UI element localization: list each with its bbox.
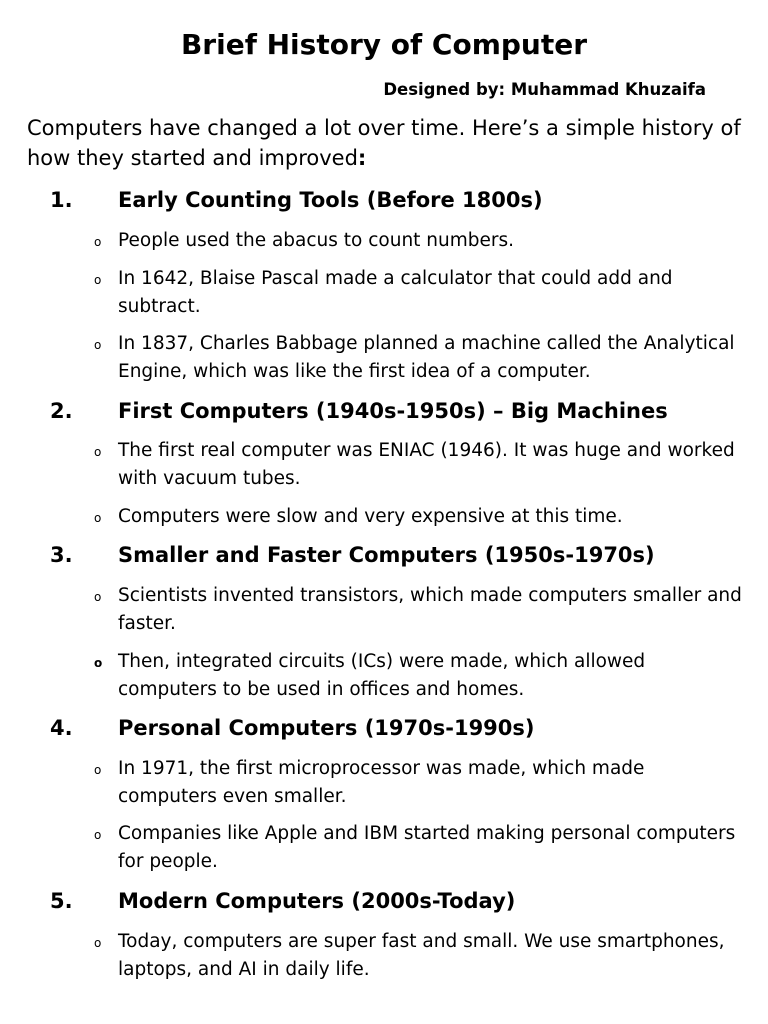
- list-item-text: Then, integrated circuits (ICs) were made, which allowed computers to be used in offices and homes.: [118, 651, 646, 700]
- bullet-marker: o: [94, 511, 102, 525]
- bullet-marker: o: [94, 235, 102, 249]
- intro-paragraph: [27, 113, 742, 173]
- list-item-text: Companies like Apple and IBM started making personal computers for people.: [118, 823, 736, 872]
- intro-text: Computers have changed a lot over time. Here’s a simple history of how they started and improved: [27, 116, 741, 170]
- document-title: Brief History of Computer: [180, 28, 588, 61]
- bullet-marker: o: [94, 445, 102, 459]
- bullet-marker: o: [94, 273, 102, 287]
- list-item-text: In 1837, Charles Babbage planned a machine called the Analytical Engine, which was like the first idea of a computer.: [118, 333, 735, 382]
- author-byline: Designed by: Muhammad Khuzaifa: [383, 80, 706, 99]
- list-item-text: Scientists invented transistors, which made computers smaller and faster.: [118, 585, 742, 634]
- bullet-marker: o: [94, 590, 102, 604]
- section-number: 5.: [50, 889, 73, 913]
- section-number: 4.: [50, 716, 73, 740]
- list-item-text: People used the abacus to count numbers.: [118, 230, 515, 251]
- list-item-text: The first real computer was ENIAC (1946). It was huge and worked with vacuum tubes.: [118, 440, 735, 489]
- section-title: Modern Computers (2000s-Today): [118, 889, 516, 913]
- section-title: Smaller and Faster Computers (1950s-1970s): [118, 543, 655, 567]
- list-item-text: Today, computers are super fast and small. We use smartphones, laptops, and AI in daily life.: [118, 931, 725, 980]
- bullet-marker: o: [94, 656, 103, 670]
- bullet-marker: o: [94, 338, 102, 352]
- section-title: Early Counting Tools (Before 1800s): [118, 188, 543, 212]
- section-title: Personal Computers (1970s-1990s): [118, 716, 535, 740]
- section-number: 3.: [50, 543, 73, 567]
- bullet-marker: o: [94, 763, 102, 777]
- section-title: First Computers (1940s-1950s) – Big Machines: [118, 399, 668, 423]
- section-number: 1.: [50, 188, 73, 212]
- list-item-text: In 1642, Blaise Pascal made a calculator that could add and subtract.: [118, 268, 673, 317]
- bullet-marker: o: [94, 936, 102, 950]
- section-number: 2.: [50, 399, 73, 423]
- bullet-marker: o: [94, 828, 102, 842]
- list-item-text: In 1971, the first microprocessor was made, which made computers even smaller.: [118, 758, 645, 807]
- list-item-text: Computers were slow and very expensive at this time.: [118, 506, 623, 527]
- intro-colon: :: [357, 146, 367, 170]
